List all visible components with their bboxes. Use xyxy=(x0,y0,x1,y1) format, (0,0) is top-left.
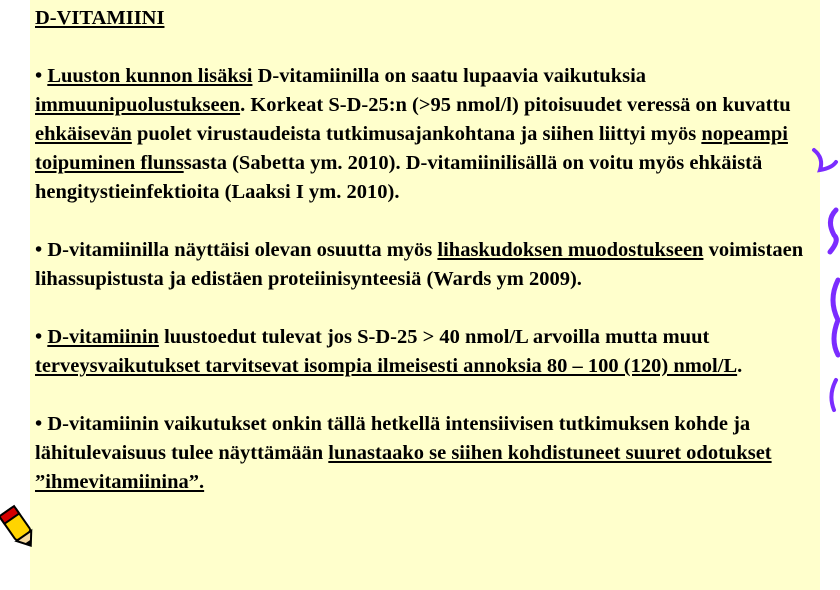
bullet: • xyxy=(35,239,43,261)
underlined-text: ehkäisevän xyxy=(35,123,132,145)
text: sasta (Sabetta ym. 2010). D-vitamiinilisällä on voitu myös ehkäistä hengitystieinfektioita (Laaksi I ym. 2010). xyxy=(35,152,763,203)
text: . Korkeat S-D-25:n (>95 nmol/l) pitoisuudet veressä on kuvattu xyxy=(240,94,791,116)
pencil-icon xyxy=(0,500,34,552)
bullet: • xyxy=(35,65,43,87)
bullet: • xyxy=(35,413,43,435)
text: . xyxy=(737,355,743,377)
paragraph-muscle xyxy=(35,236,815,294)
underlined-text: immuunipuolustukseen xyxy=(35,94,241,116)
text: puolet virustaudeista tutkimusajankohtana ja siihen liittyi myös xyxy=(131,123,702,145)
underlined-text: D-vitamiinin xyxy=(47,326,159,348)
paragraph-immune xyxy=(35,62,815,207)
underlined-text: lunastaako se siihen kohdistuneet suuret odotukset ”ihmevitamiinina”. xyxy=(35,442,772,493)
text: D-vitamiinin vaikutukset onkin tällä hetkellä intensiivisen tutkimuksen kohde ja lähitulevaisuus tulee näyttämään xyxy=(35,413,751,464)
underlined-text: Luuston kunnon lisäksi xyxy=(47,65,253,87)
page-title: D-VITAMIINI xyxy=(35,7,165,29)
paragraph-research xyxy=(35,410,815,497)
slide xyxy=(30,0,820,590)
underlined-text: terveysvaikutukset tarvitsevat isompia ilmeisesti annoksia 80 – 100 (120) nmol/L xyxy=(35,355,738,377)
bullet: • xyxy=(35,326,43,348)
underlined-text: lihaskudoksen muodostukseen xyxy=(437,239,704,261)
text: D-vitamiinilla näyttäisi olevan osuutta myös xyxy=(42,239,438,261)
text: D-vitamiinilla on saatu lupaavia vaikutuksia xyxy=(252,65,647,87)
swirl-decoration-icon xyxy=(810,140,840,440)
text: luustoedut tulevat jos S-D-25 > 40 nmol/L arvoilla mutta muut xyxy=(158,326,710,348)
paragraph-levels xyxy=(35,323,815,381)
slide-text xyxy=(35,4,815,497)
underlined-text: nopeampi toipuminen fluns xyxy=(35,123,788,174)
text: voimistaen lihassupistusta ja edistäen proteiinisynteesiä (Wards ym 2009). xyxy=(35,239,804,290)
